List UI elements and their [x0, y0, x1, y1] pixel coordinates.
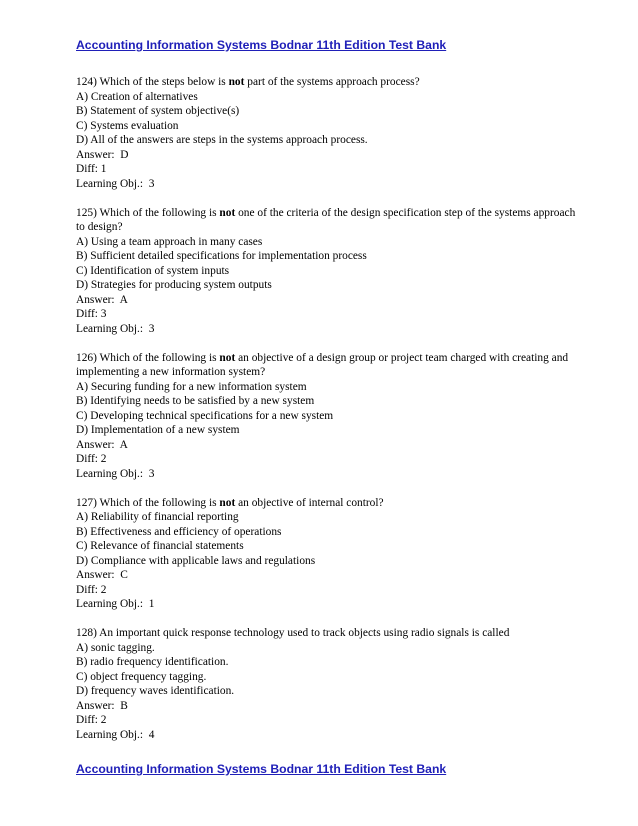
difficulty: Diff: 2 — [76, 714, 107, 726]
question-stem — [76, 351, 586, 380]
option-c: C) Identification of system inputs — [76, 264, 230, 277]
stem-text: part of the systems approach process? — [244, 76, 420, 88]
question-stem — [76, 206, 586, 235]
learning-objective: Learning Obj.: 1 — [76, 598, 155, 610]
option-a: A) Using a team approach in many cases — [76, 235, 263, 248]
question-125 — [76, 206, 586, 337]
stem-text: 124) Which of the steps below is — [76, 76, 229, 88]
question-124 — [76, 75, 586, 191]
difficulty: Diff: 2 — [76, 583, 107, 596]
learning-objective: Learning Obj.: 3 — [76, 177, 155, 190]
answer: Answer: A — [76, 438, 128, 451]
question-stem — [76, 496, 586, 511]
stem-emphasis: not — [228, 76, 245, 88]
stem-text: an objective of internal control? — [235, 496, 384, 509]
stem-emphasis: not — [219, 351, 236, 364]
option-d: D) Compliance with applicable laws and regulations — [76, 554, 316, 567]
option-d: D) Strategies for producing system outputs — [76, 279, 272, 291]
question-127 — [76, 496, 586, 612]
question-126 — [76, 351, 586, 482]
stem-emphasis: not — [219, 206, 236, 219]
question-stem — [76, 75, 586, 90]
option-b: B) Effectiveness and efficiency of operations — [76, 525, 282, 538]
option-b: B) Identifying needs to be satisfied by a new system — [76, 395, 315, 407]
question-stem — [76, 626, 586, 641]
difficulty: Diff: 2 — [76, 453, 107, 465]
stem-emphasis: not — [219, 496, 236, 509]
stem-text: 126) Which of the following is — [76, 351, 220, 364]
option-c: C) Systems evaluation — [76, 119, 179, 132]
option-d: D) All of the answers are steps in the systems approach process. — [76, 134, 368, 146]
stem-text: 125) Which of the following is — [76, 206, 220, 219]
option-a: A) Reliability of financial reporting — [76, 511, 239, 523]
answer: Answer: C — [76, 569, 128, 581]
option-d: D) Implementation of a new system — [76, 424, 240, 436]
option-c: C) Developing technical specifications for a new system — [76, 409, 334, 422]
option-b: B) Statement of system objective(s) — [76, 105, 240, 117]
learning-objective: Learning Obj.: 3 — [76, 467, 155, 480]
option-c: C) object frequency tagging. — [76, 670, 207, 683]
answer: Answer: A — [76, 293, 128, 306]
option-b: B) Sufficient detailed specifications for implementation process — [76, 250, 367, 262]
difficulty: Diff: 1 — [76, 163, 107, 175]
answer: Answer: D — [76, 148, 129, 161]
option-a: A) sonic tagging. — [76, 641, 155, 654]
stem-text: 128) An important quick response technology used to track objects using radio signals is called — [76, 627, 510, 639]
difficulty: Diff: 3 — [76, 308, 107, 320]
stem-text: 127) Which of the following is — [76, 496, 220, 509]
option-a: A) Securing funding for a new information system — [76, 380, 307, 393]
stem-text: one of the criteria of the design specification step of the systems approach to design? — [76, 206, 579, 233]
header-title-link[interactable]: Accounting Information Systems Bodnar 11th Edition Test Bank — [76, 38, 447, 52]
option-d: D) frequency waves identification. — [76, 685, 235, 697]
stem-text: an objective of a design group or project team charged with creating and implementing a new information system? — [76, 351, 571, 378]
question-list — [76, 75, 586, 757]
option-b: B) radio frequency identification. — [76, 656, 229, 668]
question-128 — [76, 626, 586, 742]
answer: Answer: B — [76, 699, 128, 712]
learning-objective: Learning Obj.: 3 — [76, 322, 155, 335]
option-c: C) Relevance of financial statements — [76, 540, 244, 552]
learning-objective: Learning Obj.: 4 — [76, 728, 155, 741]
footer-title-link[interactable]: Accounting Information Systems Bodnar 11th Edition Test Bank — [76, 762, 447, 776]
option-a: A) Creation of alternatives — [76, 90, 198, 103]
